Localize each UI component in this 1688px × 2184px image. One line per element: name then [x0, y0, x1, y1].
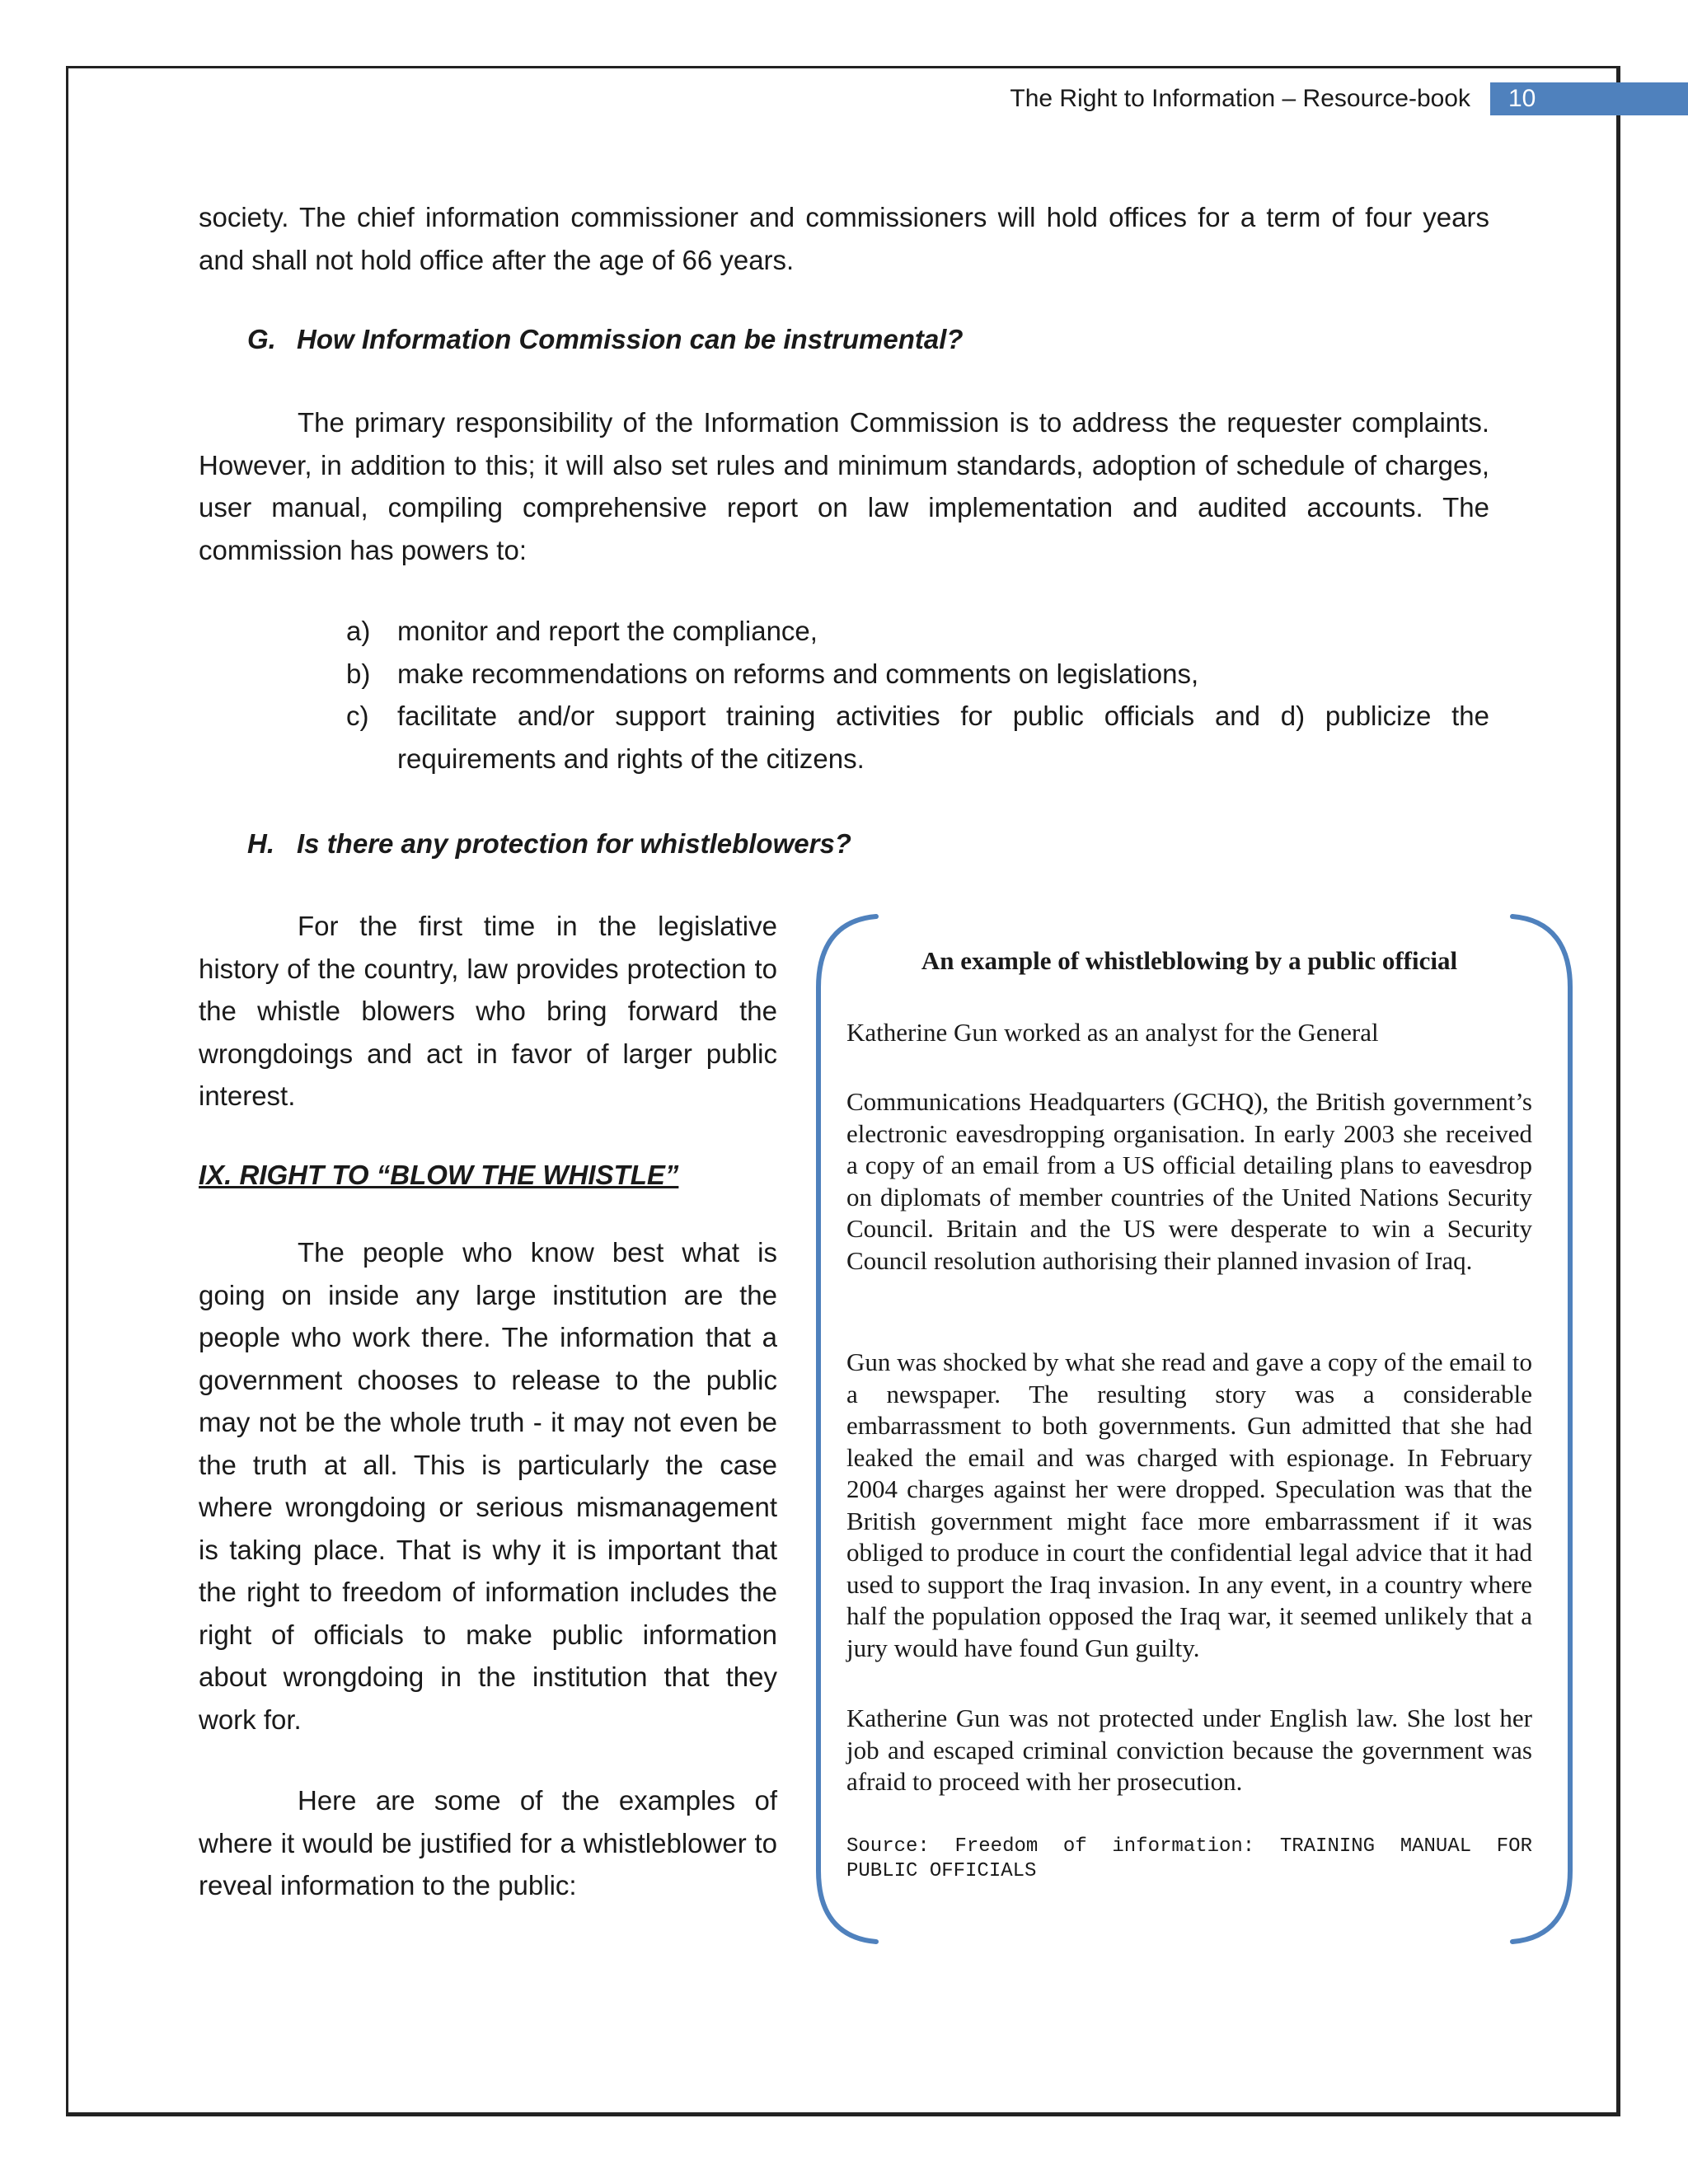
section-h-letter: H.	[247, 828, 274, 859]
list-item-text: facilitate and/or support training activities for public officials and d) publicize the requirements and rights of the citizens.	[397, 701, 1489, 774]
list-marker: c)	[346, 701, 369, 731]
section-h-title: Is there any protection for whistleblowers?	[297, 828, 851, 859]
list-item	[346, 695, 1489, 780]
callout-paragraph-4: Katherine Gun was not protected under English law. She lost her job and escaped criminal conviction because the government was afraid to proceed with her prosecution.	[846, 1704, 1532, 1796]
section-h-heading	[247, 826, 851, 862]
whistleblowing-example-callout	[812, 913, 1577, 1945]
section-g-title: How Information Commission can be instrumental?	[297, 324, 964, 354]
list-item-text: make recommendations on reforms and comments on legislations,	[397, 658, 1199, 689]
section-ix-paragraph-1: The people who know best what is going on inside any large institution are the people who work there. The information that a government chooses to release to the public may not be the whole truth - it may not even be the truth at all. This is particularly the case where wrongdoing or serious mismanagement is taking place. That is why it is important that the right to freedom of information includes the right of officials to make public information about wrongdoing in the institution that they work for.	[199, 1237, 777, 1735]
list-item	[346, 653, 1489, 696]
list-item-text: monitor and report the compliance,	[397, 616, 818, 646]
callout-title: An example of whistleblowing by a public official	[921, 946, 1458, 975]
callout-paragraph-1: Katherine Gun worked as an analyst for the General	[846, 1018, 1379, 1047]
section-g-paragraph: The primary responsibility of the Information Commission is to address the requester complaints. However, in addition to this; it will also set rules and minimum standards, adoption of schedule of charges, user manual, compiling comprehensive report on law implementation and audited accounts. The commission has powers to:	[199, 407, 1489, 565]
section-h-paragraph: For the first time in the legislative history of the country, law provides protection to the whistle blowers who bring forward the wrongdoings and act in favor of larger public interest.	[199, 911, 777, 1111]
powers-list	[346, 610, 1489, 780]
page-number-badge: 10	[1490, 82, 1688, 115]
callout-paragraph-3: Gun was shocked by what she read and gave a copy of the email to a newspaper. The resulting story was a considerable embarrassment to both governments. Gun admitted that she had leaked the email and was charged with espionage. In February 2004 charges against her were dropped. Speculation was that the British government might face more embarrassment if it was obliged to produce in court the confidential legal advice that it had used to support the Iraq invasion. In any event, in a country where half the population opposed the Iraq war, it seemed unlikely that a jury would have found Gun guilty.	[846, 1347, 1532, 1662]
list-marker: a)	[346, 616, 371, 646]
list-item	[346, 610, 1489, 653]
callout-paragraph-2: Communications Headquarters (GCHQ), the British government’s electronic eavesdropping organisation. In early 2003 she received a copy of an email from a US official detailing plans to eavesdrop on diplomats of member countries of the United Nations Security Council. Britain and the US were desperate to win a Security Council resolution authorising their planned invasion of Iraq.	[846, 1087, 1532, 1275]
section-g-letter: G.	[247, 324, 276, 354]
section-ix-paragraph-2: Here are some of the examples of where it would be justified for a whistleblower to reveal information to the public:	[199, 1785, 777, 1900]
intro-paragraph: society. The chief information commissioner and commissioners will hold offices for a term of four years and shall not hold office after the age of 66 years.	[199, 202, 1489, 275]
header-title: The Right to Information – Resource-book	[1010, 85, 1470, 112]
list-marker: b)	[346, 658, 371, 689]
section-g-heading	[247, 321, 964, 358]
section-ix-heading: IX. RIGHT TO “BLOW THE WHISTLE”	[199, 1160, 679, 1190]
callout-source: Source: Freedom of information: TRAINING MANUAL FOR PUBLIC OFFICIALS	[846, 1835, 1532, 1882]
